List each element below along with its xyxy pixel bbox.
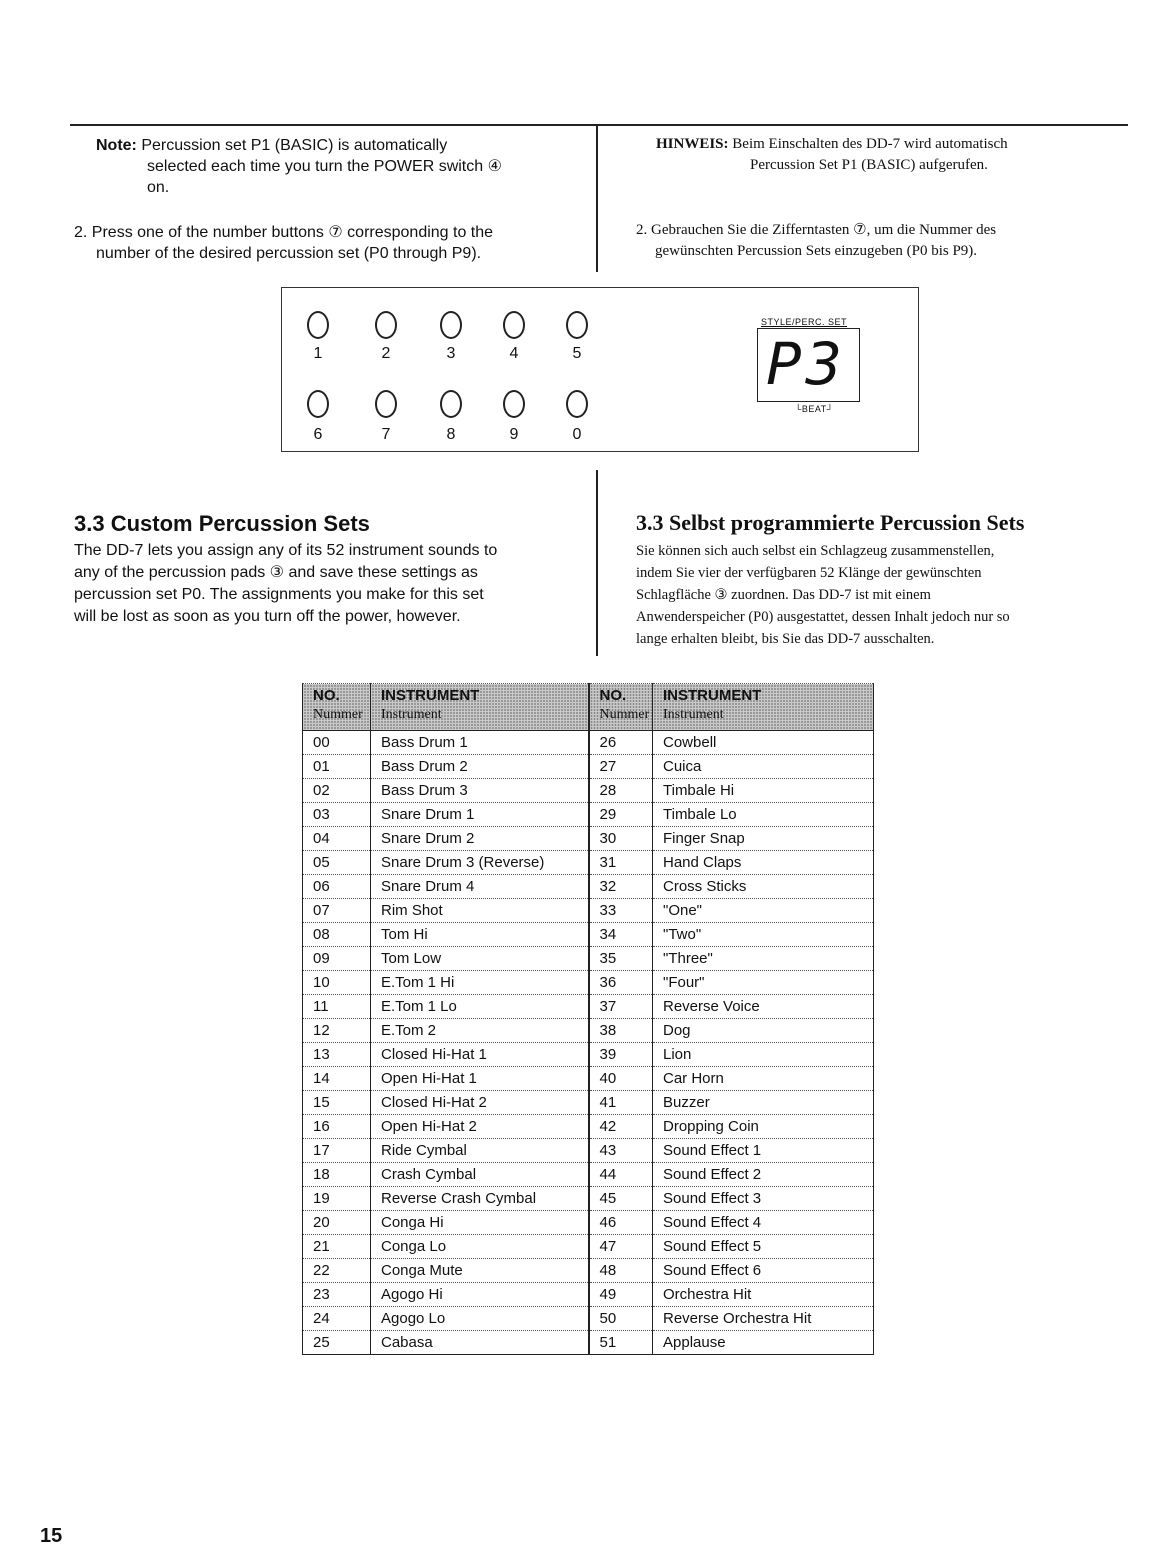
row-number: 29 [589, 803, 653, 827]
row-number: 15 [303, 1091, 371, 1115]
row-instrument: Sound Effect 3 [653, 1187, 874, 1211]
row-instrument: E.Tom 2 [371, 1019, 589, 1043]
row-number: 04 [303, 827, 371, 851]
row-number: 02 [303, 779, 371, 803]
section-en-line: The DD-7 lets you assign any of its 52 instrument sounds to [74, 542, 498, 559]
row-instrument: Agogo Lo [371, 1307, 589, 1331]
row-number: 50 [589, 1307, 653, 1331]
note-de-label: HINWEIS: [656, 136, 729, 152]
row-number: 27 [589, 755, 653, 779]
table-row [303, 947, 874, 971]
row-instrument: Bass Drum 3 [371, 779, 589, 803]
table-row [303, 899, 874, 923]
row-number: 09 [303, 947, 371, 971]
note-de-line1: Beim Einschalten des DD-7 wird automatisch [732, 136, 1008, 152]
row-instrument: Sound Effect 5 [653, 1235, 874, 1259]
section-de-line: indem Sie vier der verfügbaren 52 Klänge der gewünschten [636, 565, 982, 581]
row-instrument: Reverse Orchestra Hit [653, 1307, 874, 1331]
row-instrument: Conga Hi [371, 1211, 589, 1235]
note-en-line2: selected each time you turn the POWER switch ④ [147, 158, 502, 175]
table-row [303, 731, 874, 755]
row-number: 13 [303, 1043, 371, 1067]
row-instrument: Crash Cymbal [371, 1163, 589, 1187]
row-instrument: Car Horn [653, 1067, 874, 1091]
section-de-line: Sie können sich auch selbst ein Schlagzeug zusammenstellen, [636, 543, 995, 559]
row-instrument: Open Hi-Hat 1 [371, 1067, 589, 1091]
section-body-de [636, 540, 1126, 650]
table-row [303, 1115, 874, 1139]
page-number: 15 [40, 1525, 63, 1547]
row-number: 33 [589, 899, 653, 923]
row-instrument: Dog [653, 1019, 874, 1043]
table-row [303, 1043, 874, 1067]
row-number: 47 [589, 1235, 653, 1259]
row-instrument: Cross Sticks [653, 875, 874, 899]
table-row [303, 851, 874, 875]
row-instrument: Snare Drum 2 [371, 827, 589, 851]
row-number: 22 [303, 1259, 371, 1283]
led-display [757, 328, 860, 402]
row-instrument: Hand Claps [653, 851, 874, 875]
number-button-6[interactable] [307, 390, 329, 418]
step2-en [74, 222, 584, 264]
display-label: STYLE/PERC. SET [761, 317, 848, 327]
row-number: 06 [303, 875, 371, 899]
row-instrument: "One" [653, 899, 874, 923]
row-instrument: Lion [653, 1043, 874, 1067]
row-instrument: Snare Drum 1 [371, 803, 589, 827]
section-title-de: 3.3 Selbst programmierte Percussion Sets [636, 510, 1025, 535]
digit-label: 3 [446, 345, 456, 362]
table-row [303, 1019, 874, 1043]
section-en-line: any of the percussion pads ③ and save these settings as [74, 564, 478, 581]
row-number: 11 [303, 995, 371, 1019]
column-divider-top [596, 124, 598, 272]
number-button-2[interactable] [375, 311, 397, 339]
number-button-0[interactable] [566, 390, 588, 418]
section-body-en [74, 540, 574, 628]
section-title-en: 3.3 Custom Percussion Sets [74, 511, 370, 536]
row-number: 23 [303, 1283, 371, 1307]
row-number: 49 [589, 1283, 653, 1307]
header-instrument: INSTRUMENT Instrument [653, 684, 874, 731]
row-number: 40 [589, 1067, 653, 1091]
table-row [303, 827, 874, 851]
header-no: NO. Nummer [589, 684, 653, 731]
row-number: 03 [303, 803, 371, 827]
row-number: 18 [303, 1163, 371, 1187]
number-button-1[interactable] [307, 311, 329, 339]
row-number: 28 [589, 779, 653, 803]
number-button-7[interactable] [375, 390, 397, 418]
row-number: 14 [303, 1067, 371, 1091]
row-number: 12 [303, 1019, 371, 1043]
row-number: 30 [589, 827, 653, 851]
row-instrument: Open Hi-Hat 2 [371, 1115, 589, 1139]
header-no: NO. Nummer [303, 684, 371, 731]
row-instrument: Cuica [653, 755, 874, 779]
row-instrument: Reverse Crash Cymbal [371, 1187, 589, 1211]
note-en [96, 135, 576, 198]
row-number: 31 [589, 851, 653, 875]
row-number: 08 [303, 923, 371, 947]
row-number: 00 [303, 731, 371, 755]
row-number: 39 [589, 1043, 653, 1067]
step2-de-line1: 2. Gebrauchen Sie die Zifferntasten ⑦, um die Nummer des [636, 222, 997, 238]
table-row [303, 971, 874, 995]
row-instrument: Finger Snap [653, 827, 874, 851]
row-instrument: Closed Hi-Hat 2 [371, 1091, 589, 1115]
table-row [303, 995, 874, 1019]
table-row [303, 1139, 874, 1163]
row-number: 26 [589, 731, 653, 755]
table-row [303, 923, 874, 947]
row-instrument: Conga Mute [371, 1259, 589, 1283]
step2-en-line2: number of the desired percussion set (P0 through P9). [96, 245, 482, 262]
row-number: 17 [303, 1139, 371, 1163]
row-instrument: Timbale Hi [653, 779, 874, 803]
row-number: 19 [303, 1187, 371, 1211]
table-row [303, 1235, 874, 1259]
row-number: 34 [589, 923, 653, 947]
row-number: 43 [589, 1139, 653, 1163]
row-instrument: Reverse Voice [653, 995, 874, 1019]
row-instrument: Tom Hi [371, 923, 589, 947]
row-number: 21 [303, 1235, 371, 1259]
row-number: 10 [303, 971, 371, 995]
row-instrument: Snare Drum 4 [371, 875, 589, 899]
table-row [303, 875, 874, 899]
row-instrument: Closed Hi-Hat 1 [371, 1043, 589, 1067]
row-instrument: Agogo Hi [371, 1283, 589, 1307]
row-instrument: Tom Low [371, 947, 589, 971]
row-instrument: Snare Drum 3 (Reverse) [371, 851, 589, 875]
digit-label: 9 [509, 426, 519, 443]
number-button-8[interactable] [440, 390, 462, 418]
row-instrument: "Two" [653, 923, 874, 947]
section-de-line: Schlagfläche ③ zuordnen. Das DD-7 ist mit einem [636, 587, 931, 603]
step2-de [636, 220, 1116, 262]
section-de-line: lange erhalten bleibt, bis Sie das DD-7 ausschalten. [636, 631, 935, 647]
digit-label: 8 [446, 426, 456, 443]
row-instrument: "Four" [653, 971, 874, 995]
row-number: 20 [303, 1211, 371, 1235]
table-row [303, 1331, 874, 1355]
header-instrument: INSTRUMENT Instrument [371, 684, 589, 731]
row-instrument: E.Tom 1 Hi [371, 971, 589, 995]
row-instrument: E.Tom 1 Lo [371, 995, 589, 1019]
note-de [656, 134, 1126, 176]
top-rule [70, 124, 1128, 126]
number-button-4[interactable] [503, 311, 525, 339]
table-row [303, 1211, 874, 1235]
row-instrument: Dropping Coin [653, 1115, 874, 1139]
note-en-label: Note: [96, 137, 137, 154]
row-instrument: Ride Cymbal [371, 1139, 589, 1163]
row-instrument: Bass Drum 1 [371, 731, 589, 755]
row-instrument: Sound Effect 4 [653, 1211, 874, 1235]
table-row [303, 1163, 874, 1187]
row-instrument: Sound Effect 2 [653, 1163, 874, 1187]
row-number: 07 [303, 899, 371, 923]
number-button-3[interactable] [440, 311, 462, 339]
row-instrument: Sound Effect 1 [653, 1139, 874, 1163]
digit-label: 4 [509, 345, 519, 362]
table-row [303, 1187, 874, 1211]
row-instrument: Conga Lo [371, 1235, 589, 1259]
row-number: 35 [589, 947, 653, 971]
row-instrument: Applause [653, 1331, 874, 1355]
instrument-table [302, 683, 874, 1355]
row-instrument: Buzzer [653, 1091, 874, 1115]
beat-label: └BEAT┘ [795, 404, 834, 414]
row-number: 38 [589, 1019, 653, 1043]
row-number: 36 [589, 971, 653, 995]
row-number: 05 [303, 851, 371, 875]
row-number: 44 [589, 1163, 653, 1187]
digit-label: 5 [572, 345, 582, 362]
table-row [303, 1067, 874, 1091]
table-row [303, 1307, 874, 1331]
row-number: 25 [303, 1331, 371, 1355]
row-number: 46 [589, 1211, 653, 1235]
row-number: 01 [303, 755, 371, 779]
row-instrument: Orchestra Hit [653, 1283, 874, 1307]
step2-de-line2: gewünschten Percussion Sets einzugeben (P0 bis P9). [655, 243, 978, 259]
table-row [303, 803, 874, 827]
step2-en-line1: 2. Press one of the number buttons ⑦ corresponding to the [74, 224, 494, 241]
row-number: 24 [303, 1307, 371, 1331]
row-instrument: Timbale Lo [653, 803, 874, 827]
note-en-line1: Percussion set P1 (BASIC) is automatically [141, 137, 448, 154]
note-en-line3: on. [147, 179, 170, 196]
table-row [303, 755, 874, 779]
digit-label: 7 [381, 426, 391, 443]
note-de-line2: Percussion Set P1 (BASIC) aufgerufen. [750, 157, 988, 173]
row-number: 16 [303, 1115, 371, 1139]
row-number: 51 [589, 1331, 653, 1355]
digit-label: 6 [313, 426, 323, 443]
table-header-row [303, 684, 874, 731]
row-number: 41 [589, 1091, 653, 1115]
table-row [303, 1091, 874, 1115]
section-de-line: Anwenderspeicher (P0) ausgestattet, dessen Inhalt jedoch nur so [636, 609, 1010, 625]
section-en-line: will be lost as soon as you turn off the power, however. [74, 608, 461, 625]
row-number: 42 [589, 1115, 653, 1139]
digit-label: 1 [313, 345, 323, 362]
number-button-5[interactable] [566, 311, 588, 339]
row-number: 37 [589, 995, 653, 1019]
row-instrument: Cowbell [653, 731, 874, 755]
section-en-line: percussion set P0. The assignments you make for this set [74, 586, 484, 603]
column-divider-middle [596, 470, 598, 656]
row-instrument: Cabasa [371, 1331, 589, 1355]
row-number: 48 [589, 1259, 653, 1283]
row-instrument: Rim Shot [371, 899, 589, 923]
digit-label: 0 [572, 426, 582, 443]
digit-label: 2 [381, 345, 391, 362]
table-row [303, 779, 874, 803]
table-row [303, 1259, 874, 1283]
display-value: P3 [766, 330, 846, 398]
row-instrument: "Three" [653, 947, 874, 971]
number-button-9[interactable] [503, 390, 525, 418]
row-instrument: Bass Drum 2 [371, 755, 589, 779]
row-number: 45 [589, 1187, 653, 1211]
table-row [303, 1283, 874, 1307]
row-number: 32 [589, 875, 653, 899]
row-instrument: Sound Effect 6 [653, 1259, 874, 1283]
